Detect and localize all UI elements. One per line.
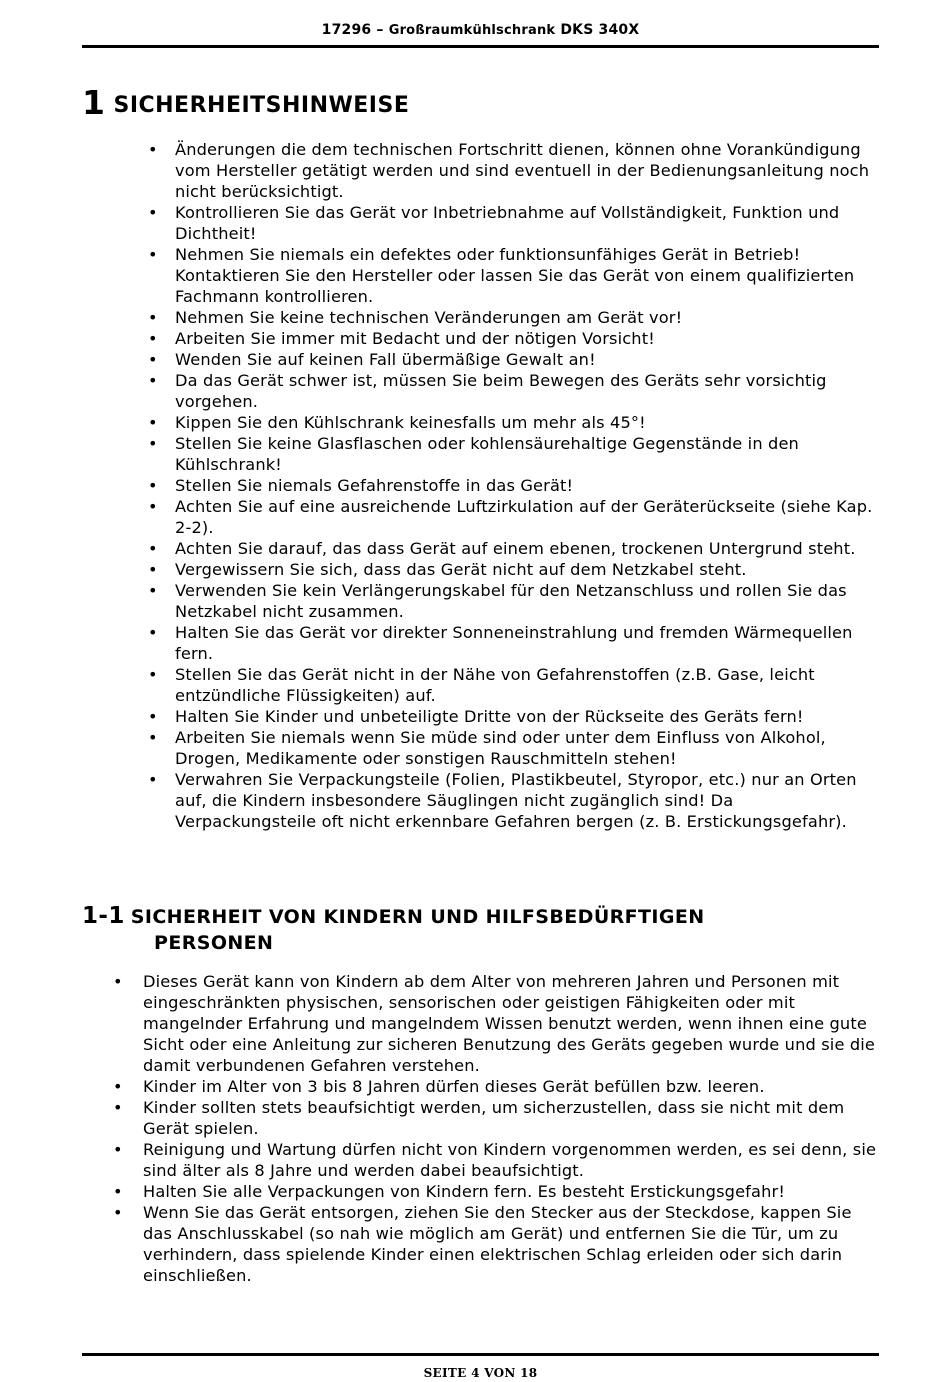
list-item: • Halten Sie Kinder und unbeteiligte Dritte von der Rückseite des Geräts fern!: [148, 706, 878, 727]
child-safety-list: [113, 971, 883, 1286]
list-item: • Nehmen Sie keine technischen Veränderungen am Gerät vor!: [148, 307, 878, 328]
list-item: • Dieses Gerät kann von Kindern ab dem Alter von mehreren Jahren und Personen mit eingeschränkten physischen, sensorischen oder geistigen Fähigkeiten oder mit mangelnder Erfahrung und mangelndem Wissen benutzt werden, wenn ihnen eine gute Sicht oder eine Anleitung zur sicheren Benutzung des Geräts gegeben wurde und sie die damit verbundenen Gefahren verstehen.: [113, 971, 883, 1076]
list-item: • Arbeiten Sie niemals wenn Sie müde sind oder unter dem Einfluss von Alkohol, Drogen, Medikamente oder sonstigen Rauschmitteln stehen!: [148, 727, 878, 769]
list-item: • Stellen Sie niemals Gefahrenstoffe in das Gerät!: [148, 475, 878, 496]
safety-list: [148, 139, 878, 832]
header-divider: [82, 45, 879, 48]
list-item: • Kippen Sie den Kühlschrank keinesfalls um mehr als 45°!: [148, 412, 878, 433]
list-item: • Wenn Sie das Gerät entsorgen, ziehen Sie den Stecker aus der Steckdose, kappen Sie das Anschlusskabel (so nah wie möglich am Gerät) und entfernen Sie die Tür, um zu verhindern, dass spielende Kinder einen elektrischen Schlag erleiden oder sich darin einschließen.: [113, 1202, 883, 1286]
list-item: • Wenden Sie auf keinen Fall übermäßige Gewalt an!: [148, 349, 878, 370]
header-separator: –: [376, 22, 384, 38]
subsection-title-line1: SICHERHEIT VON KINDERN UND HILFSBEDÜRFTIGEN: [130, 906, 705, 928]
subsection-number: 1-1: [82, 903, 125, 929]
list-item: • Stellen Sie das Gerät nicht in der Nähe von Gefahrenstoffen (z.B. Gase, leicht entzündliche Flüssigkeiten) auf.: [148, 664, 878, 706]
list-item: • Kinder im Alter von 3 bis 8 Jahren dürfen dieses Gerät befüllen bzw. leeren.: [113, 1076, 883, 1097]
subsection-heading: [82, 903, 705, 956]
section-heading: [82, 83, 410, 122]
list-item: • Halten Sie alle Verpackungen von Kindern fern. Es besteht Erstickungsgefahr!: [113, 1181, 883, 1202]
list-item: • Achten Sie auf eine ausreichende Luftzirkulation auf der Geräterückseite (siehe Kap. 2-2).: [148, 496, 878, 538]
header-product: Großraumkühlschrank: [388, 23, 556, 38]
list-item: • Achten Sie darauf, das dass Gerät auf einem ebenen, trockenen Untergrund steht.: [148, 538, 878, 559]
list-item: • Arbeiten Sie immer mit Bedacht und der nötigen Vorsicht!: [148, 328, 878, 349]
list-item: • Stellen Sie keine Glasflaschen oder kohlensäurehaltige Gegenstände in den Kühlschrank!: [148, 433, 878, 475]
header-doc-number: 17296: [321, 22, 372, 38]
list-item: • Nehmen Sie niemals ein defektes oder funktionsunfähiges Gerät in Betrieb! Kontaktieren Sie den Hersteller oder lassen Sie das Gerät von einem qualifizierten Fachmann kontrollieren.: [148, 244, 878, 307]
list-item: • Verwenden Sie kein Verlängerungskabel für den Netzanschluss und rollen Sie das Netzkabel nicht zusammen.: [148, 580, 878, 622]
footer-divider: [82, 1353, 879, 1356]
list-item: • Änderungen die dem technischen Fortschritt dienen, können ohne Vorankündigung vom Hersteller getätigt werden und sind eventuell in der Bedienungsanleitung noch nicht berücksichtigt.: [148, 139, 878, 202]
list-item: • Vergewissern Sie sich, dass das Gerät nicht auf dem Netzkabel steht.: [148, 559, 878, 580]
list-item: • Da das Gerät schwer ist, müssen Sie beim Bewegen des Geräts sehr vorsichtig vorgehen.: [148, 370, 878, 412]
list-item: • Halten Sie das Gerät vor direkter Sonneneinstrahlung und fremden Wärmequellen fern.: [148, 622, 878, 664]
section-title: SICHERHEITSHINWEISE: [113, 93, 410, 118]
section-number: 1: [82, 83, 106, 122]
header-model: DKS 340X: [560, 22, 640, 38]
page-footer: SEITE 4 VON 18: [423, 1366, 538, 1380]
list-item: • Kontrollieren Sie das Gerät vor Inbetriebnahme auf Vollständigkeit, Funktion und Dichtheit!: [148, 202, 878, 244]
subsection-title-line2: PERSONEN: [154, 932, 274, 954]
list-item: • Kinder sollten stets beaufsichtigt werden, um sicherzustellen, dass sie nicht mit dem Gerät spielen.: [113, 1097, 883, 1139]
list-item: • Verwahren Sie Verpackungsteile (Folien, Plastikbeutel, Styropor, etc.) nur an Orten auf, die Kindern insbesondere Säuglingen nicht zugänglich sind! Da Verpackungsteile oft nicht erkennbare Gefahren bergen (z. B. Erstickungsgefahr).: [148, 769, 878, 832]
page-header: [82, 22, 879, 38]
list-item: • Reinigung und Wartung dürfen nicht von Kindern vorgenommen werden, es sei denn, sie sind älter als 8 Jahre und werden dabei beaufsichtigt.: [113, 1139, 883, 1181]
